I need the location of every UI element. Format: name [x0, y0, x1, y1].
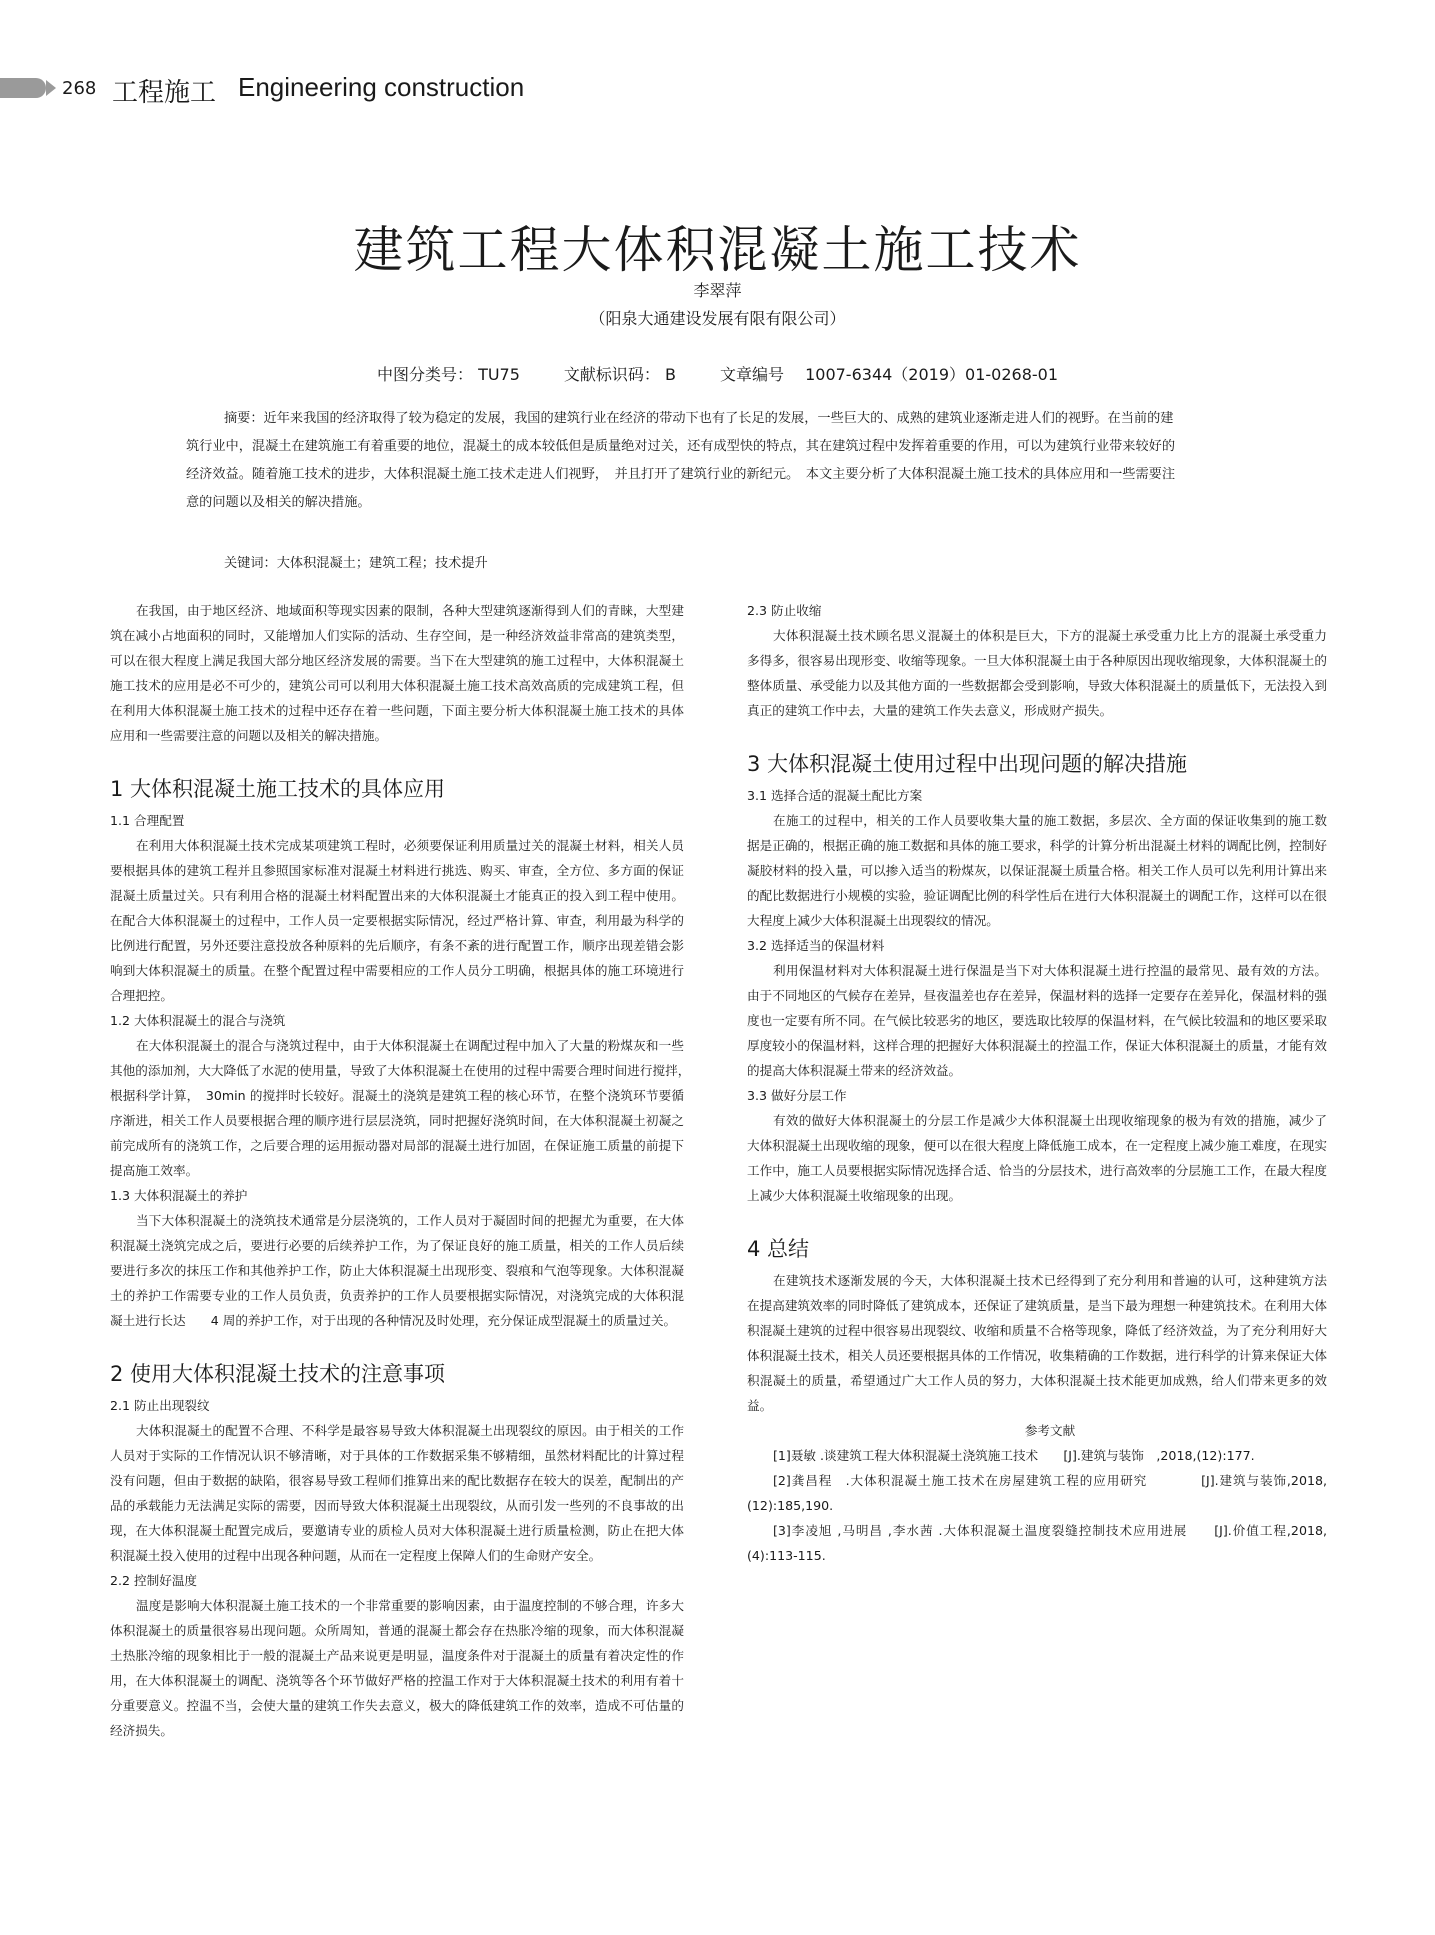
section-3-3-heading: 3.3 做好分层工作	[747, 1088, 847, 1103]
section-2-3-heading: 2.3 防止收缩	[747, 603, 822, 618]
section-4-heading: 4 总结	[747, 1237, 810, 1261]
reference-item: [2]龚昌程 .大体积混凝土施工技术在房屋建筑工程的应用研究 [J].建筑与装饰,2018,(12):185,190.	[747, 1473, 1327, 1513]
section-3-1-text: 在施工的过程中，相关的工作人员要收集大量的施工数据，多层次、全方面的保证收集到的施工数据是正确的，根据正确的施工数据和具体的施工要求，科学的计算分析出混凝土材料的调配比例，控制好凝胶材料的投入量，可以掺入适当的粉煤灰，以保证混凝土质量合格。相关工作人员可以先利用计算出来的配比数据进行小规模的实验，验证调配比例的科学性后在进行大体积混凝土的调配工作，这样可以在很大程度上减少大体积混凝土出现裂纹的情况。	[747, 813, 1327, 928]
section-3-heading: 3 大体积混凝土使用过程中出现问题的解决措施	[747, 752, 1188, 776]
header-tab-marker	[0, 78, 46, 98]
section-1-heading: 1 大体积混凝土施工技术的具体应用	[110, 777, 446, 801]
affiliation: （阳泉大通建设发展有限有限公司）	[589, 309, 846, 328]
reference-item: [3]李凌旭 ,马明昌 ,李水茜 .大体积混凝土温度裂缝控制技术应用进展 [J].价值工程,2018,(4):113-115.	[747, 1523, 1327, 1563]
reference-item: [1]聂敏 .谈建筑工程大体积混凝土浇筑施工技术 [J].建筑与装饰 ,2018,(12):177.	[773, 1448, 1255, 1463]
section-1-1-heading: 1.1 合理配置	[110, 813, 185, 828]
column-left	[110, 598, 710, 1743]
abstract	[186, 405, 1186, 517]
section-1-3-text: 当下大体积混凝土的浇筑技术通常是分层浇筑的，工作人员对于凝固时间的把握尤为重要，在大体积混凝土浇筑完成之后，要进行必要的后续养护工作，为了保证良好的施工质量，相关的工作人员后续要进行多次的抹压工作和其他养护工作，防止大体积混凝土出现形变、裂痕和气泡等现象。大体积混凝土的养护工作需要专业的工作人员负责，负责养护的工作人员要根据实际情况，对浇筑完成的大体积混凝土进行长达 4 周的养护工作，对于出现的各种情况及时处理，充分保证成型混凝土的质量过关。	[110, 1213, 684, 1328]
section-2-3-text: 大体积混凝土技术顾名思义混凝土的体积是巨大，下方的混凝土承受重力比上方的混凝土承受重力多得多，很容易出现形变、收缩等现象。一旦大体积混凝土由于各种原因出现收缩现象，大体积混凝土的整体质量、承受能力以及其他方面的一些数据都会受到影响，导致大体积混凝土的质量低下，无法投入到真正的建筑工作中去，大量的建筑工作失去意义，形成财产损失。	[747, 628, 1327, 718]
section-2-2-text: 温度是影响大体积混凝土施工技术的一个非常重要的影响因素，由于温度控制的不够合理，许多大体积混凝土的质量很容易出现问题。众所周知，普通的混凝土都会存在热胀冷缩的现象，而大体积混凝土热胀冷缩的现象相比于一般的混凝土产品来说更是明显，温度条件对于混凝土的质量有着决定性的作用，在大体积混凝土的调配、浇筑等各个环节做好严格的控温工作对于大体积混凝土技术的利用有着十分重要意义。控温不当，会使大量的建筑工作失去意义，极大的降低建筑工作的效率，造成不可估量的经济损失。	[110, 1598, 684, 1738]
section-3-2-heading: 3.2 选择适当的保温材料	[747, 938, 885, 953]
section-4-text: 在建筑技术逐渐发展的今天，大体积混凝土技术已经得到了充分利用和普遍的认可，这种建筑方法在提高建筑效率的同时降低了建筑成本，还保证了建筑质量，是当下最为理想一种建筑技术。在利用大体积混凝土建筑的过程中很容易出现裂纹、收缩和质量不合格等现象，降低了经济效益，为了充分利用好大体积混凝土技术，相关人员还要根据具体的工作情况，收集精确的工作数据，进行科学的计算来保证大体积混凝土的质量，希望通过广大工作人员的努力，大体积混凝土技术能更加成熟，给人们带来更多的效益。	[747, 1273, 1327, 1413]
section-3-3-text: 有效的做好大体积混凝土的分层工作是减少大体积混凝土出现收缩现象的极为有效的措施，减少了大体积混凝土出现收缩的现象，便可以在很大程度上降低施工成本，在一定程度上减少施工难度，在现实工作中，施工人员要根据实际情况选择合适、恰当的分层技术，进行高效率的分层施工工作，在最大程度上减少大体积混凝土收缩现象的出现。	[747, 1113, 1327, 1203]
keywords: 关键词：大体积混凝土；建筑工程；技术提升	[224, 556, 488, 571]
section-1-2-heading: 1.2 大体积混凝土的混合与浇筑	[110, 1013, 286, 1028]
article-number: 文章编号 1007-6344（2019）01-0268-01	[720, 365, 1059, 384]
section-3-1-heading: 3.1 选择合适的混凝土配比方案	[747, 788, 923, 803]
column-right	[747, 598, 1327, 1568]
section-2-1-heading: 2.1 防止出现裂纹	[110, 1398, 210, 1413]
section-3-2-text: 利用保温材料对大体积混凝土进行保温是当下对大体积混凝土进行控温的最常见、最有效的方法。由于不同地区的气候存在差异，昼夜温差也存在差异，保温材料的选择一定要存在差异化，保温材料的强度也一定要有所不同。在气候比较恶劣的地区，要选取比较厚的保温材料，在气候比较温和的地区要采取厚度较小的保温材料，这样合理的把握好大体积混凝土的控温工作，保证大体积混凝土的质量，才能有效的提高大体积混凝土带来的经济效益。	[747, 963, 1327, 1078]
section-1-2-text: 在大体积混凝土的混合与浇筑过程中，由于大体积混凝土在调配过程中加入了大量的粉煤灰和一些其他的添加剂，大大降低了水泥的使用量，导致了大体积混凝土在使用的过程中需要合理时间进行搅拌， 根据科学计算， 30min 的搅拌时长较好。混凝土的浇筑是建筑工程的核心环节，在整个浇筑环节要循序渐进，相关工作人员要根据合理的顺序进行层层浇筑，同时把握好浇筑时间，在大体积混凝土初凝之前完成所有的浇筑工作，之后要合理的运用振动器对局部的混凝土进行加固，在保证施工质量的前提下提高施工效率。	[110, 1038, 710, 1178]
article-title: 建筑工程大体积混凝土施工技术	[353, 221, 1082, 279]
section-2-1-text: 大体积混凝土的配置不合理、不科学是最容易导致大体积混凝土出现裂纹的原因。由于相关的工作人员对于实际的工作情况认识不够清晰，对于具体的工作数据采集不够精细，虽然材料配比的计算过程没有问题，但由于数据的缺陷，很容易导致工程师们推算出来的配比数据存在较大的误差，配制出的产品的承载能力无法满足实际的需要，因而导致大体积混凝土出现裂纹，从而引发一些列的不良事故的出现，在大体积混凝土配置完成后，要邀请专业的质检人员对大体积混凝土进行质量检测，防止在把大体积混凝土投入使用的过程中出现各种问题，从而在一定程度上保障人们的生命财产安全。	[110, 1423, 684, 1563]
author: 李翠萍	[693, 281, 742, 300]
page-number: 268	[62, 78, 97, 99]
article-meta	[0, 362, 1435, 385]
section-1-1-text: 在利用大体积混凝土技术完成某项建筑工程时，必须要保证利用质量过关的混凝土材料，相关人员要根据具体的建筑工程并且参照国家标准对混凝土材料进行挑选、购买、审查，全方位、多方面的保证混凝土质量过关。只有利用合格的混凝土材料配置出来的大体积混凝土才能真正的投入到工程中使用。在配合大体积混凝土的过程中，工作人员一定要根据实际情况，经过严格计算、审查，利用最为科学的比例进行配置，另外还要注意投放各种原料的先后顺序，有条不紊的进行配置工作，顺序出现差错会影响到大体积混凝土的质量。在整个配置过程中需要相应的工作人员分工明确，根据具体的施工环境进行合理把控。	[110, 838, 684, 1003]
section-2-2-heading: 2.2 控制好温度	[110, 1573, 198, 1588]
section-1-3-heading: 1.3 大体积混凝土的养护	[110, 1188, 248, 1203]
document-code: 文献标识码： B	[563, 365, 676, 384]
running-header	[0, 72, 600, 106]
intro-paragraph: 在我国，由于地区经济、地域面积等现实因素的限制，各种大型建筑逐渐得到人们的青睐，大型建筑在减小占地面积的同时，又能增加人们实际的活动、生存空间，是一种经济效益非常高的建筑类型，可以在很大程度上满足我国大部分地区经济发展的需要。当下在大型建筑的施工过程中，大体积混凝土施工技术的应用是必不可少的，建筑公司可以利用大体积混凝土施工技术高效高质的完成建筑工程，但在利用大体积混凝土施工技术的过程中还存在着一些问题，下面主要分析大体积混凝土施工技术的具体应用和一些需要注意的问题以及相关的解决措施。	[110, 603, 684, 743]
references-heading: 参考文献	[1024, 1423, 1076, 1438]
section-2-heading: 2 使用大体积混凝土技术的注意事项	[110, 1362, 446, 1386]
header-section-cn: 工程施工	[112, 78, 217, 108]
header-section-en: Engineering construction	[238, 72, 525, 102]
clc-number: 中图分类号： TU75	[376, 365, 520, 384]
abstract-text: 摘要：近年来我国的经济取得了较为稳定的发展，我国的建筑行业在经济的带动下也有了长足的发展，一些巨大的、成熟的建筑业逐渐走进人们的视野。在当前的建筑行业中，混凝土在建筑施工有着重要的地位，混凝土的成本较低但是质量绝对过关，还有成型快的特点，其在建筑过程中发挥着重要的作用，可以为建筑行业带来较好的经济效益。随着施工技术的进步，大体积混凝土施工技术走进人们视野， 并且打开了建筑行业的新纪元。 本文主要分析了大体积混凝土施工技术的具体应用和一些需要注意的问题以及相关的解决措施。	[186, 411, 1176, 510]
